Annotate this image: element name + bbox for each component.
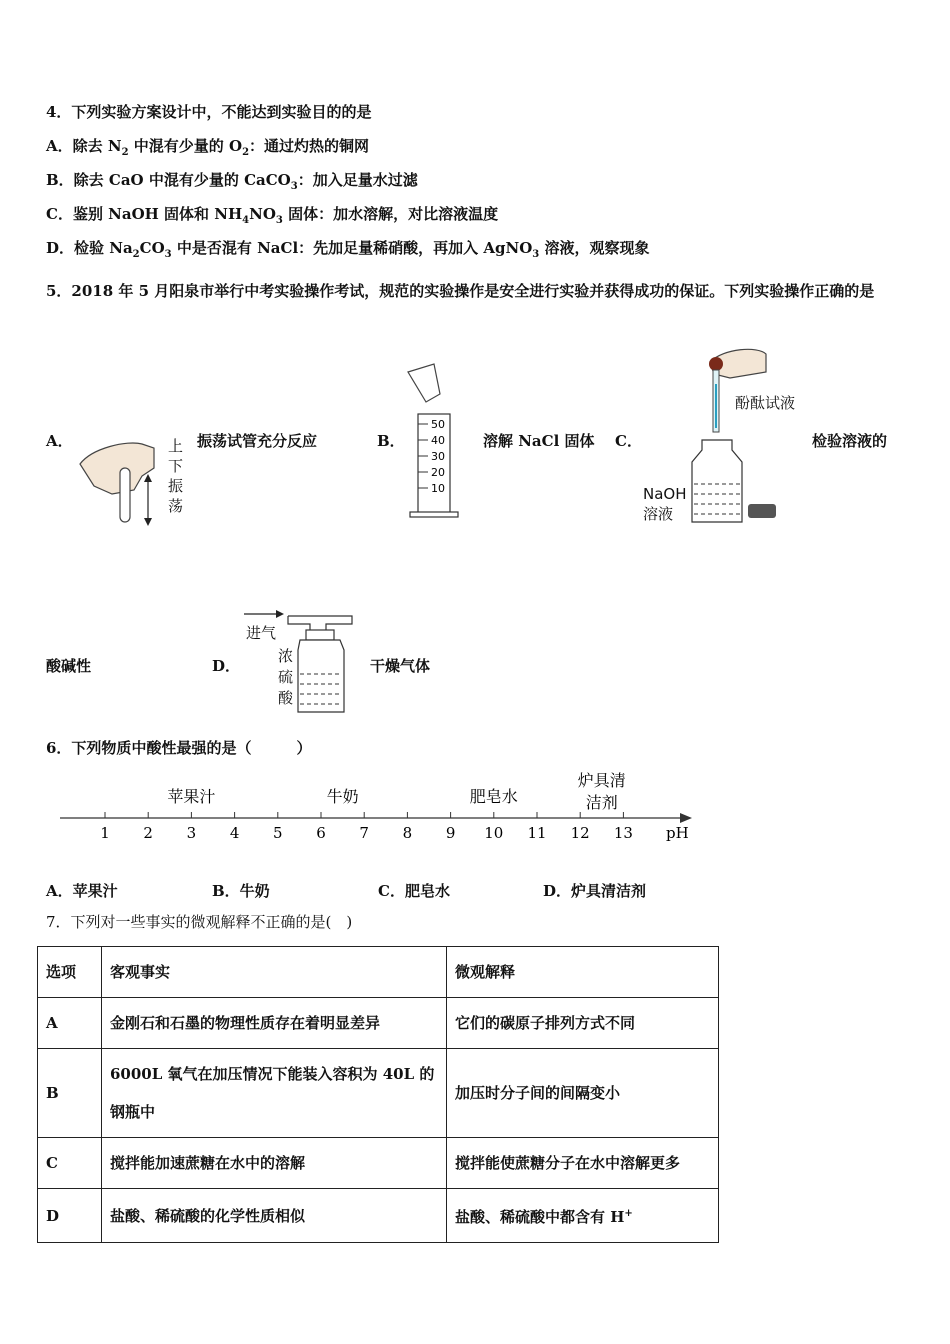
gas-inlet-label: 进气 xyxy=(246,624,277,642)
question-6-option-a: A．苹果汁 xyxy=(46,882,118,900)
ph-scale-diagram xyxy=(46,766,706,852)
question-4-option-d: D．检验 $Na_2CO_3$ 中是否混有 NaCl：先加足量稀硝酸，再加入 AgNO$_3$ 溶液，观察现象 xyxy=(46,239,650,260)
question-7-stem: 7．下列对一些事实的微观解释不正确的是( ) xyxy=(46,913,353,931)
question-4-option-a: A．除去 $N_2$ 中混有少量的 $O_2$：通过灼热的铜网 xyxy=(46,137,370,158)
concentrated-sulfuric-acid-label: 浓 硫 酸 xyxy=(278,647,294,707)
question-4-option-b: B．除去 CaO 中混有少量的 CaCO$_3$：加入足量水过滤 xyxy=(46,171,418,192)
ph-tick-label: 2 xyxy=(143,824,153,842)
ph-tick-label: 5 xyxy=(273,824,283,842)
table-cell: 加压时分子间的间隔变小 xyxy=(447,1049,719,1138)
measuring-cylinder-figure xyxy=(404,362,474,522)
table-cell: 盐酸、稀硫酸的化学性质相似 xyxy=(102,1189,447,1243)
cylinder-tick-40: 40 xyxy=(431,434,445,447)
table-row xyxy=(38,1138,719,1189)
ph-item-label: 肥皂水 xyxy=(469,787,518,806)
question-5-option-b-text: 溶解 NaCl 固体 xyxy=(483,432,595,450)
ph-axis-label: pH xyxy=(666,824,689,842)
micro-explanation-table xyxy=(37,946,719,1243)
question-5-option-a-letter: A． xyxy=(46,432,73,450)
naoh-solution-label: NaOH 溶液 xyxy=(643,485,687,523)
ph-item-label-line2: 洁剂 xyxy=(585,793,618,812)
table-cell: C xyxy=(38,1138,102,1189)
table-cell: 金刚石和石墨的物理性质存在着明显差异 xyxy=(102,998,447,1049)
ph-axis-arrow xyxy=(680,813,692,823)
ph-tick-label: 4 xyxy=(229,824,240,842)
table-header-cell: 选项 xyxy=(38,947,102,998)
table-cell: D xyxy=(38,1189,102,1243)
ph-tick-label: 6 xyxy=(316,824,326,842)
shake-direction-label: 上 下 振 荡 xyxy=(168,437,184,515)
table-cell: B xyxy=(38,1049,102,1138)
question-5-option-d-text: 干燥气体 xyxy=(370,657,431,675)
ph-tick-label: 7 xyxy=(359,824,369,842)
question-4-option-c: C．鉴别 NaOH 固体和 $NH_4NO_3$ 固体：加水溶解，对比溶液温度 xyxy=(46,205,499,226)
ph-item-label: 牛奶 xyxy=(326,787,359,806)
question-6-option-b: B．牛奶 xyxy=(212,882,270,900)
ph-tick-label: 8 xyxy=(402,824,413,842)
question-5-option-c-text: 检验溶液的 xyxy=(812,432,888,450)
question-5-option-d-letter: D． xyxy=(212,657,241,675)
question-5-stem: 5．2018 年 5 月阳泉市举行中考实验操作考试，规范的实验操作是安全进行实验并获得成功的保证。下列实验操作正确的是 xyxy=(46,282,875,300)
ph-tick-label: 13 xyxy=(613,824,633,842)
table-row xyxy=(38,998,719,1049)
hydrogen-ion-charge: + xyxy=(624,1208,633,1219)
gas-drying-bottle-figure xyxy=(240,604,360,716)
table-header-cell: 客观事实 xyxy=(102,947,447,998)
question-5-option-c-text-continued: 酸碱性 xyxy=(46,657,92,675)
question-6-option-d: D．炉具清洁剂 xyxy=(543,882,647,900)
question-5-option-b-letter: B． xyxy=(377,432,405,450)
table-header-row xyxy=(38,947,719,998)
cylinder-tick-30: 30 xyxy=(431,450,445,463)
ph-tick-label: 3 xyxy=(186,824,197,842)
phenolphthalein-test-figure xyxy=(680,344,790,524)
question-6-option-c: C．肥皂水 xyxy=(378,882,450,900)
cylinder-tick-50: 50 xyxy=(431,418,445,431)
table-cell: 搅拌能加速蔗糖在水中的溶解 xyxy=(102,1138,447,1189)
cylinder-tick-10: 10 xyxy=(431,482,445,495)
table-cell: 盐酸、稀硫酸中都含有 H+ xyxy=(447,1189,719,1243)
ph-tick-label: 11 xyxy=(527,824,547,842)
ph-tick-label: 1 xyxy=(100,824,110,842)
ph-tick-label: 9 xyxy=(445,824,456,842)
ph-item-label: 炉具清 xyxy=(577,771,626,790)
table-cell: 搅拌能使蔗糖分子在水中溶解更多 xyxy=(447,1138,719,1189)
table-row xyxy=(38,1189,719,1243)
cylinder-tick-20: 20 xyxy=(431,466,445,479)
table-row xyxy=(38,1049,719,1138)
question-5-option-c-letter: C． xyxy=(615,432,642,450)
question-5-option-a-text: 振荡试管充分反应 xyxy=(197,432,318,450)
ph-item-label: 苹果汁 xyxy=(167,787,216,806)
ph-tick-label: 10 xyxy=(484,824,504,842)
question-4-stem: 4．下列实验方案设计中，不能达到实验目的的是 xyxy=(46,103,372,121)
phenolphthalein-label: 酚酞试液 xyxy=(735,394,796,412)
table-cell: 6000L 氧气在加压情况下能装入容积为 40L 的钢瓶中 xyxy=(102,1049,447,1138)
table-header-cell: 微观解释 xyxy=(447,947,719,998)
ph-tick-label: 12 xyxy=(570,824,590,842)
question-6-stem: 6．下列物质中酸性最强的是（ ） xyxy=(46,739,312,757)
table-cell: A xyxy=(38,998,102,1049)
table-cell: 它们的碳原子排列方式不同 xyxy=(447,998,719,1049)
